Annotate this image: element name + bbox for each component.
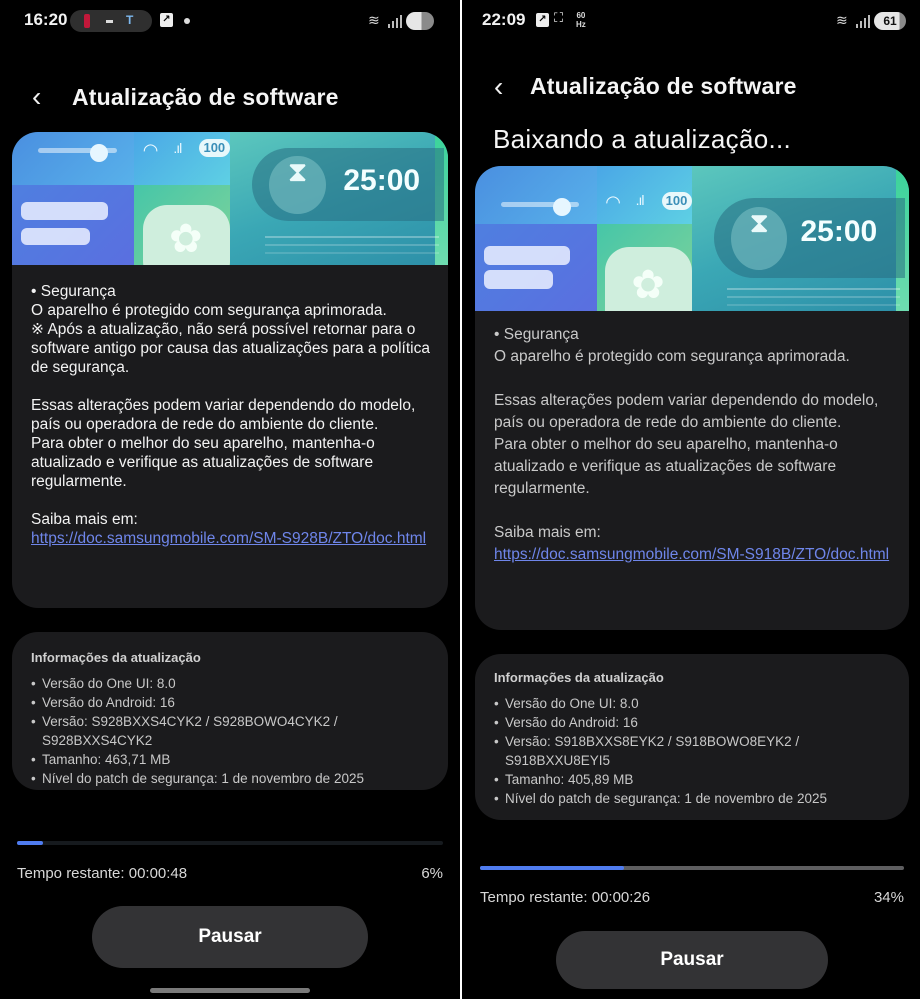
update-info-list [494,694,899,808]
battery-icon: 61 [874,12,906,30]
notes-line: Essas alterações podem variar dependendo do modelo, país ou operadora de rede do ambiente do cliente. [494,392,879,431]
notes-line [31,377,432,396]
progress-percent: 34% [873,889,904,906]
signal-icon [856,14,872,28]
hourglass-icon: ⧗ [269,156,326,215]
info-item-android: • Versão do Android: 16 [494,713,899,732]
release-notes-text [494,324,893,566]
refresh-rate-indicator [576,11,586,29]
timer-value: 25:00 [800,215,878,249]
notes-line [494,368,893,390]
ongoing-apps-pill[interactable] [70,10,152,32]
progress-fill [480,866,624,870]
more-info-link[interactable]: https://doc.samsungmobile.com/SM-S928B/ZTO/doc.html [31,530,427,547]
app-bar [0,78,460,118]
notification-app-icon: ↗ [536,13,549,27]
release-notes-card [12,132,448,608]
pause-button[interactable]: Pausar [556,931,828,989]
notes-line: O aparelho é protegido com segurança aprimorada. [494,348,850,365]
info-item-oneui: • Versão do One UI: 8.0 [494,694,899,713]
release-notes-text [31,282,432,548]
notes-line: Saiba mais em: [494,524,601,541]
update-info-card [475,654,909,820]
time-remaining: Tempo restante: 00:00:48 [17,865,188,882]
download-progress-bar [17,841,443,845]
right-phone-screen [462,0,920,999]
signal-icon: .ıl [173,139,182,156]
notes-line: Para obter o melhor do seu aparelho, mantenha-o atualizado e verifique as atualizações de software regularmente. [494,436,838,497]
notes-line [494,500,893,522]
flower-icon: ✿ [168,216,203,261]
download-progress-bar [480,866,904,870]
info-item-oneui: • Versão do One UI: 8.0 [31,674,438,693]
signal-icon [388,14,404,28]
page-title: Atualização de software [530,73,797,99]
status-time: 22:09 [482,10,526,29]
info-item-version: • Versão: S918BXXS8EYK2 / S918BOWO8EYK2 / S918BXXU8EYI5 [494,732,899,770]
app-icon [84,14,90,28]
wifi-icon: ≋ [368,12,380,28]
release-notes-card [475,166,909,630]
progress-percent: 6% [421,865,443,882]
info-item-size: • Tamanho: 405,89 MB [494,770,899,789]
wifi-icon: ◠ [605,192,621,213]
info-item-android: • Versão do Android: 16 [31,693,438,712]
progress-fill [17,841,43,845]
update-info-title: Informações da atualização [494,670,664,685]
battery-label: 100 [199,139,230,157]
signal-icon: .ıl [635,192,644,209]
time-remaining: Tempo restante: 00:00:26 [480,889,651,906]
notes-line: O aparelho é protegido com segurança aprimorada. [31,302,387,319]
app-icon: T [126,13,134,27]
wifi-icon: ◠ [142,139,159,160]
notes-line: • Segurança [494,326,579,343]
app-bar [462,68,920,108]
back-arrow-icon[interactable]: ‹ [494,71,504,102]
hourglass-icon: ⧗ [731,207,787,271]
screenshot-icon: ⛶ [554,10,564,25]
timer-value: 25:00 [343,163,421,197]
wifi-icon: ≋ [836,12,848,28]
refresh-rate-unit: Hz [576,20,586,29]
notes-line: Essas alterações podem variar dependendo do modelo, país ou operadora de rede do ambiente do cliente. [31,397,416,433]
pause-button[interactable]: Pausar [92,906,368,968]
more-info-link[interactable]: https://doc.samsungmobile.com/SM-S918B/ZTO/doc.html [494,546,890,563]
notes-line [31,491,432,510]
battery-label: 100 [662,192,692,210]
more-notifications-dot-icon [184,18,190,24]
page-title: Atualização de software [72,84,339,110]
notes-line: ※ Após a atualização, não será possível retornar para o software antigo por causa das atualizações para a política de segurança. [31,321,430,376]
flower-icon: ✿ [631,262,665,307]
notes-line: Saiba mais em: [31,511,138,528]
update-info-title: Informações da atualização [31,650,201,665]
update-info-list [31,674,438,788]
feature-banner-image [475,166,909,311]
battery-icon [406,12,434,30]
update-info-card [12,632,448,790]
separator-icon [106,20,113,23]
info-item-size: • Tamanho: 463,71 MB [31,750,438,769]
info-item-patch: • Nível do patch de segurança: 1 de novembro de 2025 [494,789,899,808]
back-arrow-icon[interactable]: ‹ [32,81,42,112]
feature-banner-image [12,132,448,265]
info-item-patch: • Nível do patch de segurança: 1 de novembro de 2025 [31,769,438,788]
status-time: 16:20 [24,10,68,29]
status-bar [462,8,920,34]
status-bar [0,8,460,34]
download-status-heading: Baixando a atualização... [493,124,792,154]
refresh-rate-value: 60 [576,11,586,20]
notes-line: Para obter o melhor do seu aparelho, mantenha-o atualizado e verifique as atualizações de software regularmente. [31,435,375,490]
info-item-version: • Versão: S928BXXS4CYK2 / S928BOWO4CYK2 / S928BXXS4CYK2 [31,712,438,750]
notes-line: • Segurança [31,283,116,300]
notification-app-icon: ↗ [160,13,173,27]
home-indicator[interactable] [150,988,310,993]
